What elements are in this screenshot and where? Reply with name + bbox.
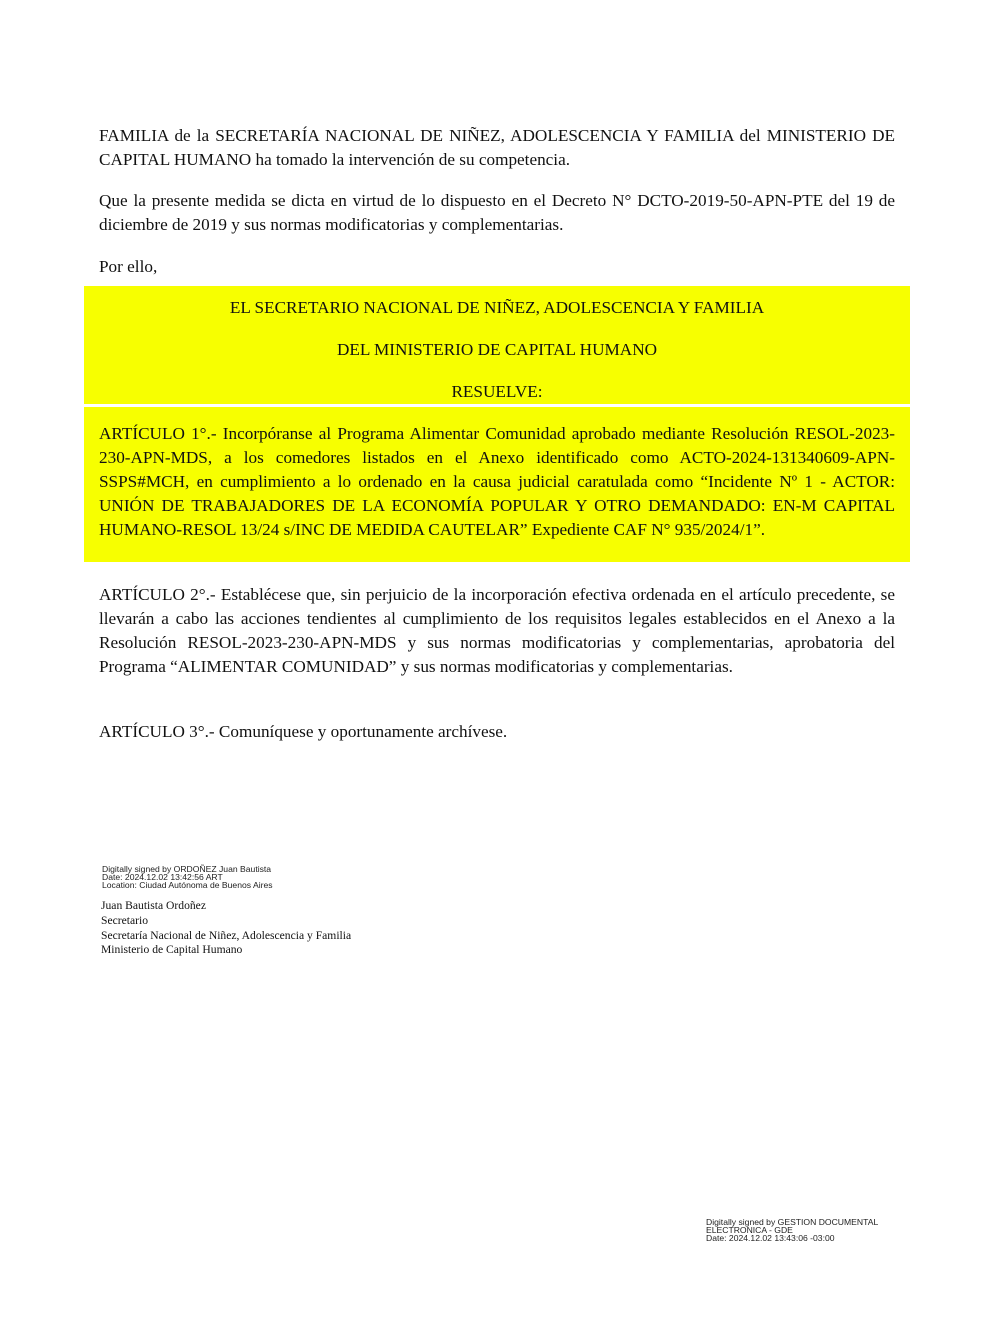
digital-signature-2-line2: ELECTRONICA - GDE <box>706 1225 793 1235</box>
resolution-header-line2: DEL MINISTERIO DE CAPITAL HUMANO <box>336 340 658 359</box>
intro-paragraph: FAMILIA de la SECRETARÍA NACIONAL DE NIÑEZ, ADOLESCENCIA Y FAMILIA del MINISTERIO DE CAPITAL HUMANO ha tomado la intervención de su competencia. <box>99 126 895 169</box>
digital-signature-1-line3: Location: Ciudad Autónoma de Buenos Aires <box>102 880 273 890</box>
resolution-header-resuelve: RESUELVE: <box>451 382 543 401</box>
signer-role: Secretario <box>101 914 148 927</box>
por-ello-text: Por ello, <box>99 257 158 276</box>
article-1: ARTÍCULO 1°.- Incorpóranse al Programa Alimentar Comunidad aprobado mediante Resolución RESOL-2023-230-APN-MDS, a los comedores listados en el Anexo identificado como ACTO-2024-131340609-APN-SSPS#MCH, en cumplimiento a lo ordenado en la causa judicial caratulada como “Incidente Nº 1 - ACTOR: UNIÓN DE TRABAJADORES DE LA ECONOMÍA POPULAR Y OTRO DEMANDADO: EN-M CAPITAL HUMANO-RESOL 13/24 s/INC DE MEDIDA CAUTELAR” Expediente CAF N° 935/2024/1”. <box>99 424 895 539</box>
resolution-header-highlight <box>84 286 910 404</box>
digital-signature-2-line3: Date: 2024.12.02 13:43:06 -03:00 <box>706 1233 835 1243</box>
signer-name: Juan Bautista Ordoñez <box>101 899 206 912</box>
digital-signature-1-line1: Digitally signed by ORDOÑEZ Juan Bautista <box>102 864 272 874</box>
decree-paragraph: Que la presente medida se dicta en virtud de lo dispuesto en el Decreto N° DCTO-2019-50-APN-PTE del 19 de diciembre de 2019 y sus normas modificatorias y complementarias. <box>99 191 895 234</box>
resolution-header-line1: EL SECRETARIO NACIONAL DE NIÑEZ, ADOLESCENCIA Y FAMILIA <box>229 298 765 317</box>
digital-signature-1-line2: Date: 2024.12.02 13:42:56 ART <box>102 872 223 882</box>
signer-ministry: Ministerio de Capital Humano <box>101 943 243 956</box>
signer-office: Secretaría Nacional de Niñez, Adolescencia y Familia <box>101 929 352 942</box>
article-3: ARTÍCULO 3°.- Comuníquese y oportunamente archívese. <box>99 722 508 741</box>
digital-signature-2-line1: Digitally signed by GESTION DOCUMENTAL <box>706 1217 879 1227</box>
article-2: ARTÍCULO 2°.- Establécese que, sin perjuicio de la incorporación efectiva ordenada en el artículo precedente, se llevarán a cabo las acciones tendientes al cumplimiento de los requisitos legales establecidos en el Anexo a la Resolución RESOL-2023-230-APN-MDS y sus normas modificatorias y complementarias, aprobatoria del Programa “ALIMENTAR COMUNIDAD” y sus normas modificatorias y complementarias. <box>99 585 895 676</box>
